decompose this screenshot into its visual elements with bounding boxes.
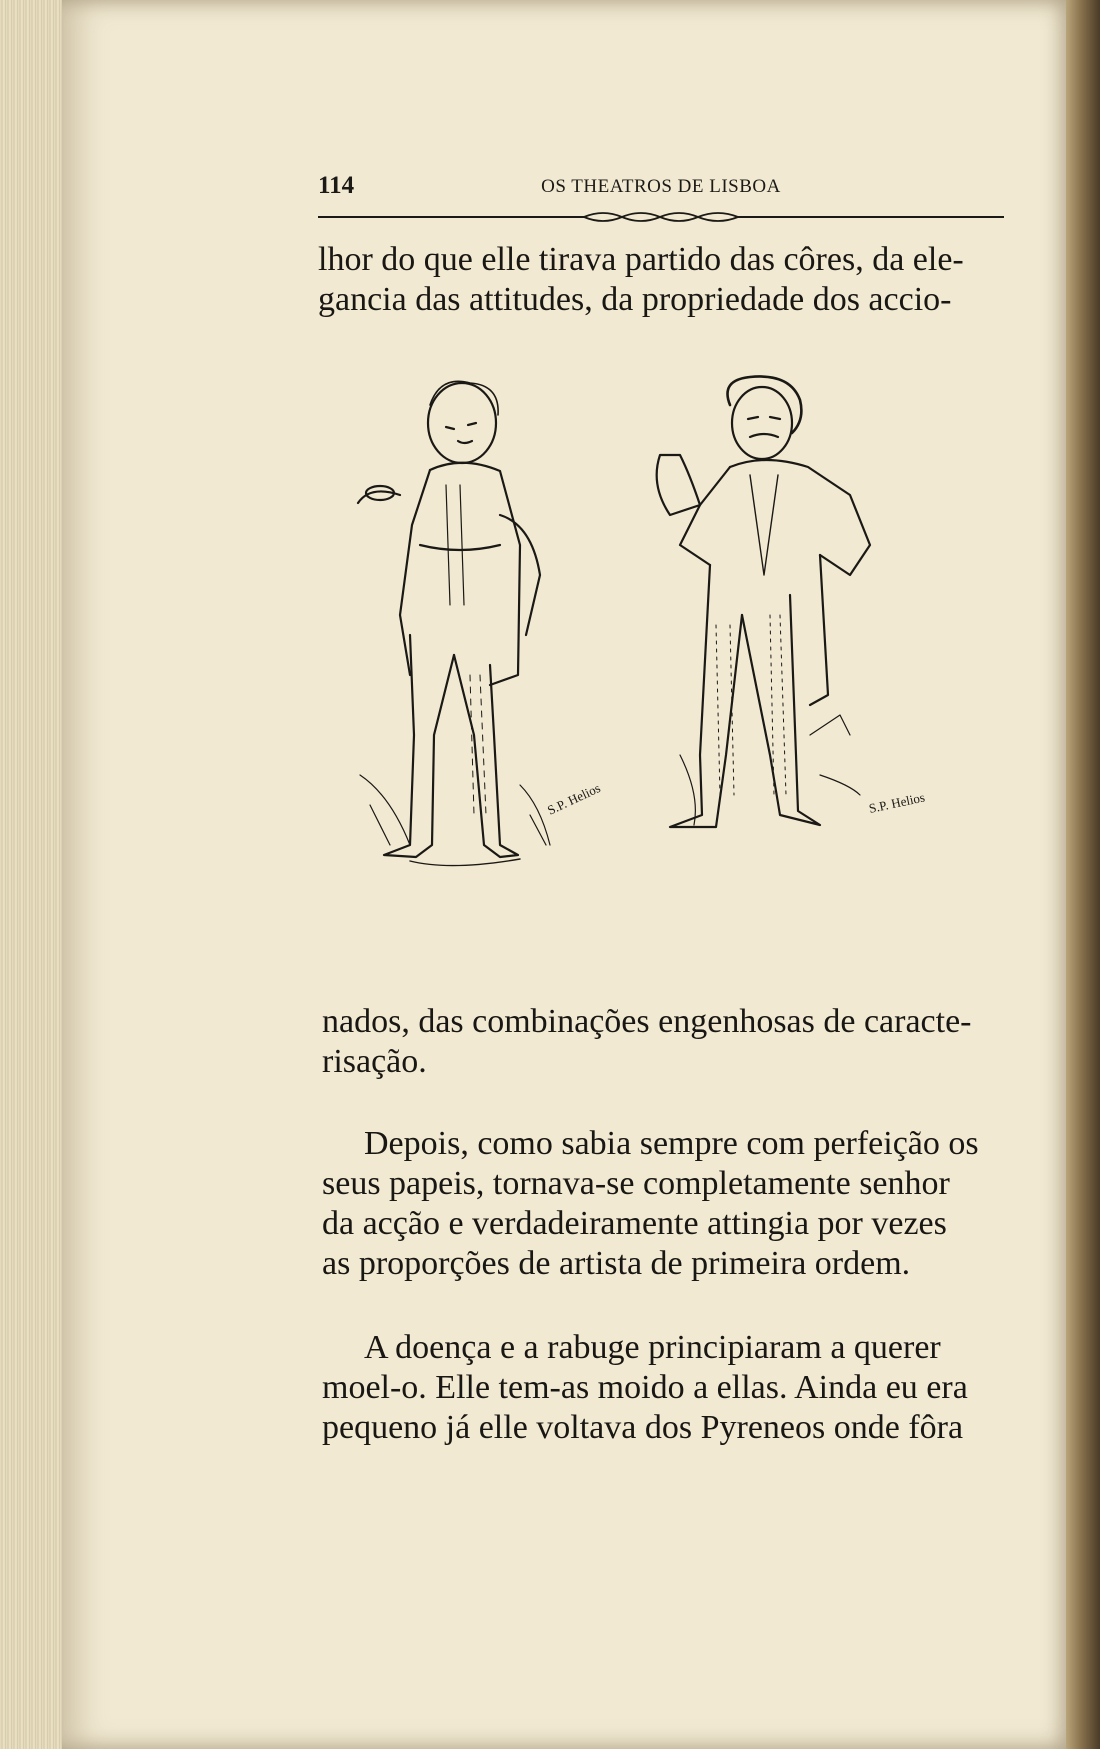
running-title: OS THEATROS DE LISBOA [541,176,781,197]
text-line: seus papeis, tornava-se completamente senhor [322,1165,950,1202]
text-line: Depois, como sabia sempre com perfeição os [364,1125,979,1162]
paragraph-continuation [322,1002,1012,1082]
text-line: gancia das attitudes, da propriedade dos accio- [318,281,952,318]
text-line: pequeno já elle voltava dos Pyreneos onde fôra [322,1409,964,1446]
text-line: moel-o. Elle tem-as moido a ellas. Ainda eu era [322,1369,968,1406]
page-stack-edge [0,0,70,1749]
ornamental-rule [318,208,1004,226]
book-spine-shadow [1066,0,1100,1749]
page-number: 114 [318,172,355,199]
paragraph-top [318,240,1004,320]
paragraph-doenca [322,1328,1012,1448]
figure-dandy [657,376,870,827]
figure-old-man [358,381,550,865]
paragraph-depois [322,1124,1012,1284]
text-line: risação. [322,1043,427,1080]
signature-right: S.P. Helios [867,789,927,816]
text-line: nados, das combinações engenhosas de caracte- [322,1003,972,1040]
text-line: as proporções de artista de primeira ordem. [322,1245,911,1282]
illustration-two-actors [350,375,1010,965]
text-line: lhor do que elle tirava partido das côres, da ele- [318,241,964,278]
page-header [318,172,1004,208]
signature-left: S.P. Helios [544,780,603,818]
text-line: da acção e verdadeiramente attingia por vezes [322,1205,947,1242]
text-line: A doença e a rabuge principiaram a querer [364,1329,941,1366]
